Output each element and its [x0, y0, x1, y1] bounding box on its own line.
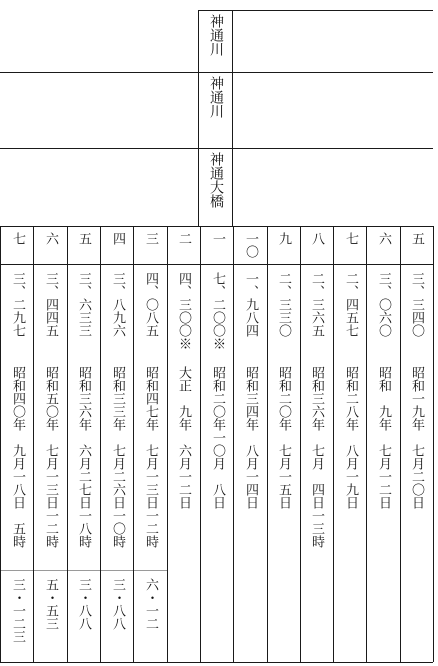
column-rule [433, 226, 434, 662]
rule-bottom [0, 662, 433, 663]
column-number: 一〇 [243, 232, 258, 258]
column-number: 六 [376, 232, 391, 245]
discharge-value: 二、三三〇 [276, 272, 291, 337]
discharge-value: 三、二九七 [10, 272, 25, 337]
column-rule [67, 226, 68, 662]
column-number: 四 [110, 232, 125, 245]
discharge-value: 二、四五七 [343, 272, 358, 337]
date-text: 昭和四〇年 九月一八日 五時 [10, 366, 25, 548]
discharge-value: 四、三〇〇※ [176, 272, 191, 350]
column-rule [333, 226, 334, 662]
date-text: 昭和 九年 七月一二日 [376, 366, 391, 509]
column-number: 五 [409, 232, 424, 245]
date-text: 昭和一九年 七月二〇日 [409, 366, 424, 509]
column-rule [267, 226, 268, 662]
column-rule [167, 226, 168, 662]
rule-left-top [198, 10, 199, 226]
discharge-value: 一、九八四 [243, 272, 258, 337]
rule-extra-row [0, 570, 168, 571]
rule-row1 [0, 72, 433, 73]
rule-top [198, 10, 433, 11]
discharge-value: 三、六三三 [76, 272, 91, 337]
river-label: 神通川 [208, 14, 224, 56]
column-number: 五 [76, 232, 91, 245]
column-rule [200, 226, 201, 662]
discharge-value: 三、三四〇 [409, 272, 424, 337]
rule-no-row [0, 264, 433, 265]
column-number: 八 [309, 232, 324, 245]
discharge-value: 三、四四五 [43, 272, 58, 337]
extra-value: 三・一二三 [10, 578, 25, 643]
rule-header-bottom [0, 226, 433, 227]
column-number: 六 [43, 232, 58, 245]
date-text: 昭和二八年 八月一九日 [343, 366, 358, 509]
discharge-value: 三、八九六 [110, 272, 125, 337]
column-rule [366, 226, 367, 662]
column-rule [33, 226, 34, 662]
date-text: 昭和三三年 七月二六日一〇時 [110, 366, 125, 548]
date-text: 昭和五〇年 七月一三日一二時 [43, 366, 58, 548]
extra-value: 三・八八 [76, 578, 91, 630]
column-rule [0, 226, 1, 662]
discharge-value: 三、〇六〇 [376, 272, 391, 337]
date-text: 昭和三六年 七月 四日一三時 [309, 366, 324, 548]
date-text: 昭和四七年 七月一三日一二時 [143, 366, 158, 548]
column-number: 九 [276, 232, 291, 245]
date-text: 大正 九年 六月一二日 [176, 366, 191, 509]
extra-value: 五・五三 [43, 578, 58, 630]
column-number: 七 [343, 232, 358, 245]
column-rule [133, 226, 134, 662]
date-text: 昭和三六年 六月二七日一八時 [76, 366, 91, 548]
column-number: 一 [210, 232, 225, 245]
rule-mid-top [232, 10, 233, 226]
column-number: 七 [10, 232, 25, 245]
column-rule [300, 226, 301, 662]
river-label: 神通川 [208, 76, 224, 118]
river-label: 神通大橋 [208, 152, 224, 208]
extra-value: 三・八八 [110, 578, 125, 630]
column-rule [233, 226, 234, 662]
column-number: 二 [176, 232, 191, 245]
discharge-value: 二、三六五 [309, 272, 324, 337]
extra-value: 六・一二 [143, 578, 158, 630]
column-number: 三 [143, 232, 158, 245]
column-rule [400, 226, 401, 662]
discharge-value: 七、二〇〇※ [210, 272, 225, 350]
rule-row2 [0, 148, 433, 149]
date-text: 昭和二〇年 七月一五日 [276, 366, 291, 509]
date-text: 昭和三四年 八月一四日 [243, 366, 258, 509]
discharge-value: 四、〇八五 [143, 272, 158, 337]
column-rule [100, 226, 101, 662]
date-text: 昭和二〇年一〇月 八日 [210, 366, 225, 509]
